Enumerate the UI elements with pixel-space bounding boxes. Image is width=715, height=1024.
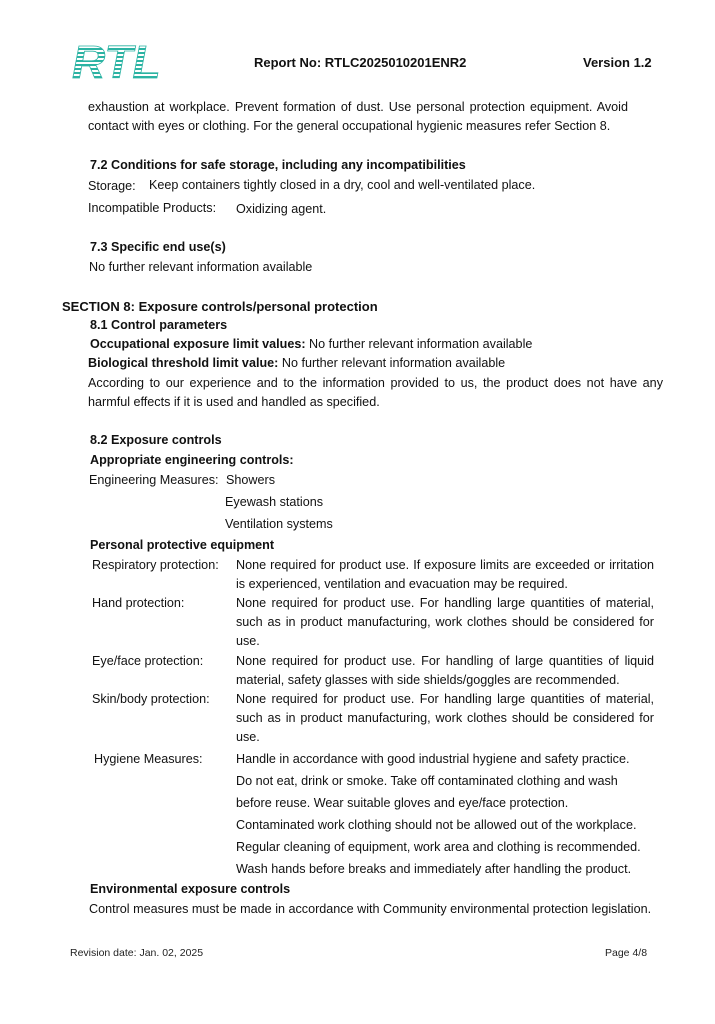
hygiene-line: Do not eat, drink or smoke. Take off contaminated clothing and wash — [236, 774, 618, 788]
report-number: Report No: RTLC2025010201ENR2 — [254, 55, 467, 70]
incompatible-products-label: Incompatible Products: — [88, 201, 217, 215]
occupational-exposure-line — [90, 335, 532, 354]
engineering-measure-item: Eyewash stations — [225, 495, 324, 509]
ppe-heading: Personal protective equipment — [90, 538, 275, 552]
revision-date: Revision date: Jan. 02, 2025 — [70, 947, 204, 959]
engineering-controls-heading: Appropriate engineering controls: — [90, 453, 294, 467]
section8-title: SECTION 8: Exposure controls/personal protection — [62, 299, 378, 314]
respiratory-protection-text: None required for product use. If exposure limits are exceeded or irritation is experienced, ventilation and evacuation may be required. — [236, 558, 654, 592]
eye-face-protection-label: Eye/face protection: — [92, 654, 204, 668]
biological-threshold-line — [88, 354, 505, 373]
hygiene-measures-label: Hygiene Measures: — [94, 752, 203, 766]
heading-7-3: 7.3 Specific end use(s) — [90, 240, 226, 254]
engineering-measures-label: Engineering Measures: — [89, 473, 219, 487]
heading-8-2: 8.2 Exposure controls — [90, 433, 222, 447]
hygiene-line: before reuse. Wear suitable gloves and eye/face protection. — [236, 796, 569, 810]
eye-face-protection-text: None required for product use. For handling of large quantities of liquid material, safety glasses with side shields/goggles are recommended. — [236, 654, 654, 688]
hygiene-line: Wash hands before breaks and immediately after handling the product. — [236, 862, 632, 876]
btl-value: No further relevant information available — [278, 356, 506, 370]
hygiene-line: Regular cleaning of equipment, work area and clothing is recommended. — [236, 840, 641, 854]
hand-protection-label: Hand protection: — [92, 596, 185, 610]
storage-value: Keep containers tightly closed in a dry, cool and well-ventilated place. — [149, 178, 536, 192]
hand-protection-text: None required for product use. For handling large quantities of material, such as in product manufacturing, work clothes should be considered for use. — [236, 596, 654, 649]
page-number: Page 4/8 — [605, 947, 648, 959]
respiratory-protection-label: Respiratory protection: — [92, 558, 219, 572]
rtl-logo — [70, 40, 182, 84]
incompatible-products-value: Oxidizing agent. — [236, 202, 327, 216]
environmental-controls-heading: Environmental exposure controls — [90, 882, 291, 896]
storage-label: Storage: — [88, 179, 136, 193]
engineering-measure-item: Ventilation systems — [225, 517, 333, 531]
btl-label: Biological threshold limit value: — [88, 356, 279, 370]
hygiene-line: Contaminated work clothing should not be allowed out of the workplace. — [236, 818, 637, 832]
skin-body-protection-text: None required for product use. For handling large quantities of material, such as in product manufacturing, work clothes should be considered for use. — [236, 692, 654, 745]
experience-paragraph: According to our experience and to the information provided to us, the product does not have any harmful effects if it is used and handled as specified. — [88, 376, 663, 410]
oel-label: Occupational exposure limit values: — [90, 337, 306, 351]
logo-text: RTL — [72, 40, 161, 84]
environmental-controls-text: Control measures must be made in accordance with Community environmental protection legislation. — [89, 902, 652, 916]
section7-continuation-paragraph: exhaustion at workplace. Prevent formation of dust. Use personal protection equipment. Avoid contact with eyes or clothing. For the general occupational hygienic measures refer Section 8. — [88, 100, 628, 134]
hygiene-line: Handle in accordance with good industrial hygiene and safety practice. — [236, 752, 630, 766]
version-label: Version 1.2 — [583, 55, 652, 70]
oel-value: No further relevant information available — [305, 337, 533, 351]
skin-body-protection-label: Skin/body protection: — [92, 692, 210, 706]
heading-8-1: 8.1 Control parameters — [90, 318, 228, 332]
section7-3-text: No further relevant information available — [89, 260, 313, 274]
engineering-measure-item: Showers — [226, 473, 275, 487]
heading-7-2: 7.2 Conditions for safe storage, including any incompatibilities — [90, 158, 466, 172]
